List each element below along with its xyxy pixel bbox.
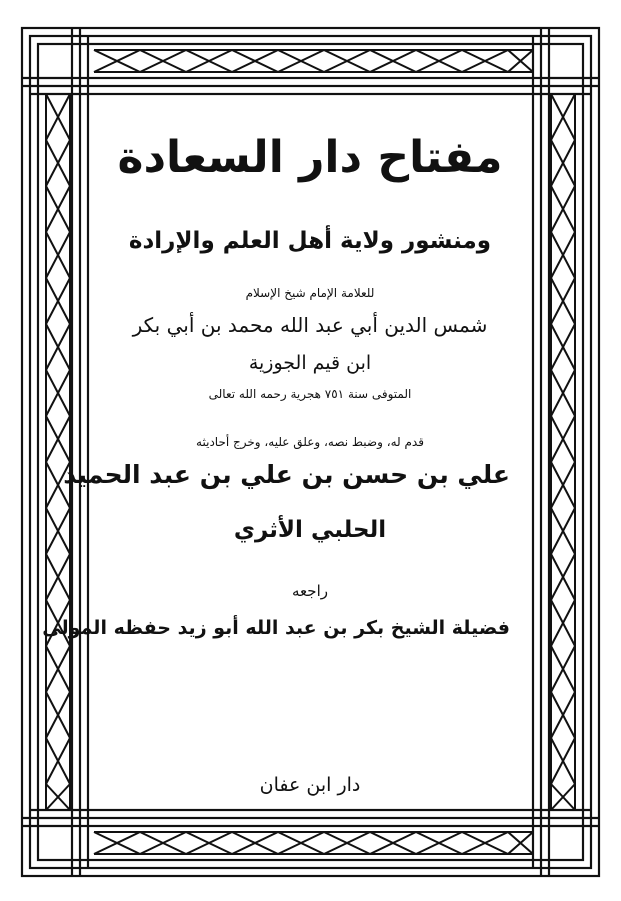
publisher-name: دار ابن عفان: [259, 774, 361, 796]
editor-role-line: قدم له، وضبط نصه، وعلق عليه، وخرج أحاديثه: [196, 435, 424, 449]
cover-content: [42, 110, 510, 810]
book-title: مفتاح دار السعادة: [117, 132, 503, 183]
author-name: شمس الدين أبي عبد الله محمد بن أبي بكر: [132, 313, 488, 337]
reviewer-name: فضيلة الشيخ بكر بن عبد الله أبو زيد حفظه المولى: [42, 617, 510, 639]
author-honorific: للعلامة الإمام شيخ الإسلام: [245, 286, 375, 300]
editor-name: علي بن حسن بن علي بن عبد الحميد: [63, 460, 510, 489]
book-subtitle: ومنشور ولاية أهل العلم والإرادة: [128, 228, 492, 254]
editor-nisba: الحلبي الأثري: [233, 517, 387, 543]
author-death-note: المتوفى سنة ٧٥١ هجرية رحمه الله تعالى: [208, 387, 412, 401]
reviewed-by-label: راجعه: [292, 582, 328, 600]
author-epithet: ابن قيم الجوزية: [248, 352, 372, 374]
